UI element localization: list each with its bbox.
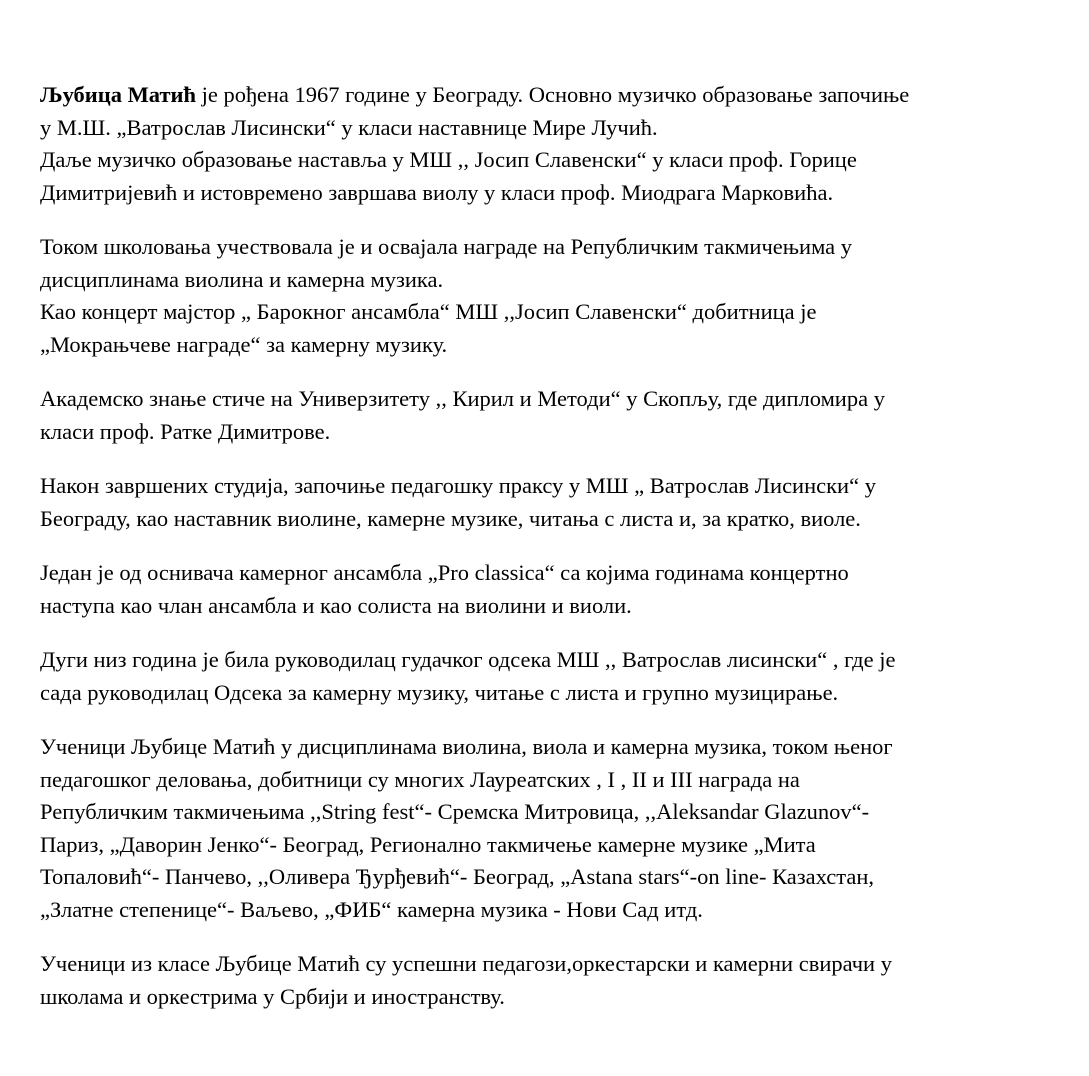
paragraph-competitions	[40, 231, 1040, 361]
text-line: Дуги низ година је била руководилац гудачког одсека МШ ,, Ватрослав лисински“ , где је	[40, 647, 896, 672]
text-line: Након завршених студија, започиње педагошку праксу у МШ „ Ватрослав Лисински“ у	[40, 473, 876, 498]
document-body	[40, 79, 1040, 1035]
person-name: Љубица Матић	[40, 82, 197, 107]
text-line: Ученици Љубице Матић у дисциплинама виолина, виола и камерна музика, током њеног	[40, 734, 893, 759]
text-line: Топаловић“- Панчево, ,,Оливера Ђурђевић“- Београд, „Astana stars“-on line- Казахстан,	[40, 864, 875, 889]
paragraph-department-head	[40, 644, 1040, 709]
paragraph-teaching-practice	[40, 470, 1040, 535]
text-line: Републичким такмичењима ,,String fest“- Сремска Митровица, ,,Aleksandar Glazunov“-	[40, 799, 870, 824]
text-line: у М.Ш. „Ватрослав Лисински“ у класи наставнице Мире Лучић.	[40, 114, 658, 140]
paragraph-academic	[40, 383, 1040, 448]
text-line: Ученици из класе Љубице Матић су успешни педагози,оркестарски и камерни свирачи у	[40, 951, 892, 976]
text-line: Један је од оснивача камерног ансамбла „Pro classica“ са којима годинама концертно	[40, 560, 849, 585]
text-line: „Златне степенице“- Ваљево, „ФИБ“ камерна музика - Нови Сад итд.	[40, 896, 703, 922]
text-line: класи проф. Ратке Димитрове.	[40, 418, 331, 444]
text-line: Током школовања учествовала је и освајала награде на Републичким такмичењима у	[40, 234, 853, 259]
text-line: дисциплинама виолина и камерна музика.	[40, 266, 444, 292]
text-line: наступа као члан ансамбла и као солиста на виолини и виоли.	[40, 592, 632, 618]
text-line: Димитријевић и истовремено завршава виолу у класи проф. Миодрага Марковића.	[40, 179, 834, 205]
text-line: Даље музичко образовање наставља у МШ ,, Јосип Славенски“ у класи проф. Горице	[40, 147, 857, 172]
text-line: „Мокрањчеве награде“ за камерну музику.	[40, 331, 448, 357]
text-run: је рођена 1967 године у Београду. Основно музичко образовање започиње	[196, 82, 910, 107]
paragraph-students-careers	[40, 948, 1040, 1013]
text-line	[40, 79, 1040, 112]
text-line: Академско знање стиче на Универзитету ,, Кирил и Методи“ у Скопљу, где дипломира у	[40, 386, 885, 411]
text-line: школама и оркестрима у Србији и иностранству.	[40, 983, 505, 1009]
text-line: сада руководилац Одсека за камерну музику, читање с листа и групно музицирање.	[40, 679, 839, 705]
text-line: Београду, као наставник виолине, камерне музике, читања с листа и, за кратко, виоле.	[40, 505, 861, 531]
text-line: педагошког деловања, добитници су многих Лауреатских , I , II и III награда на	[40, 766, 800, 792]
text-line: Као концерт мајстор „ Барокног ансамбла“ МШ ,,Јосип Славенски“ добитница је	[40, 299, 817, 324]
paragraph-students-awards	[40, 731, 1040, 926]
paragraph-biography-intro	[40, 79, 1040, 209]
paragraph-ensemble	[40, 557, 1040, 622]
text-line: Париз, „Даворин Јенко“- Београд, Регионално такмичење камерне музике „Мита	[40, 831, 816, 857]
